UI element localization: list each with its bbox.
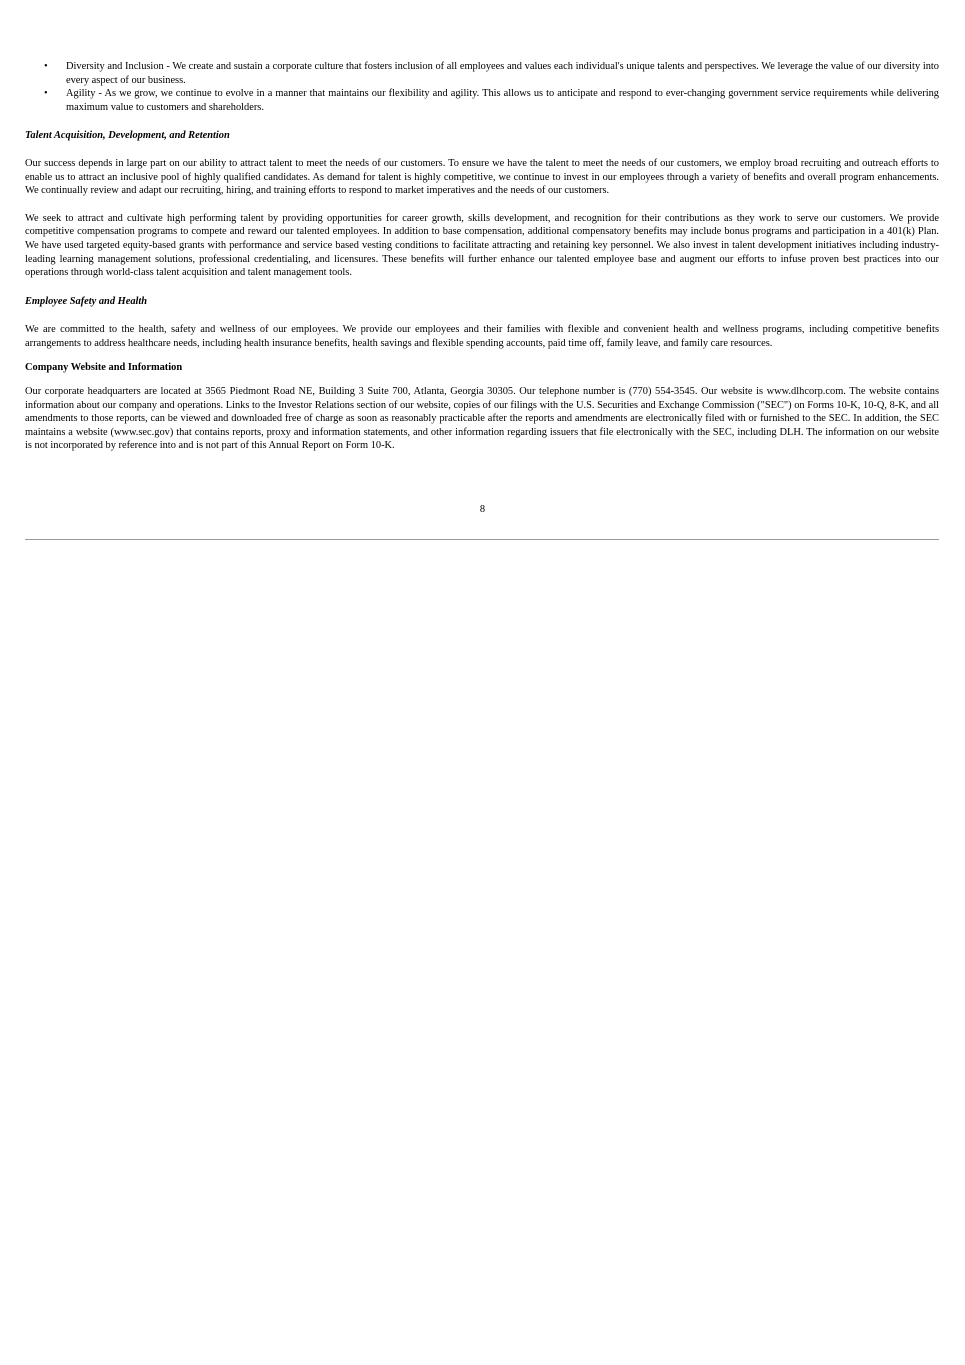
website-paragraph: Our corporate headquarters are located at 3565 Piedmont Road NE, Building 3 Suite 700, Atlanta, Georgia 30305. Our telephone number is (770) 554-3545. Our website is www.dlhcorp.com. The website contains information about our company and operations. Links to the Investor Relations section of our website, copies of our filings with the U.S. Securities and Exchange Commission ("SEC") on Forms 10-K, 10-Q, 8-K, and all amendments to those reports, can be viewed and downloaded free of charge as soon as reasonably practicable after the reports and amendments are electronically filed with or furnished to the SEC. In addition, the SEC maintains a website (www.sec.gov) that contains reports, proxy and information statements, and other information regarding issuers that file electronically with the SEC, including DLH. The information on our website is not incorporated by reference into and is not part of this Annual Report on Form 10-K. (25, 386, 939, 452)
page-divider (25, 539, 939, 540)
values-bullet-list (25, 60, 939, 114)
talent-heading: Talent Acquisition, Development, and Retention (25, 130, 230, 142)
list-item (25, 60, 939, 87)
bullet-text-agility: Agility - As we grow, we continue to evolve in a manner that maintains our flexibility and agility. This allows us to anticipate and respond to ever-changing government service requirements while delivering maximum value to customers and shareholders. (66, 88, 939, 113)
bullet-marker: • (44, 61, 48, 72)
safety-heading: Employee Safety and Health (25, 295, 148, 307)
website-heading: Company Website and Information (25, 361, 183, 373)
bullet-marker: • (44, 88, 48, 100)
safety-paragraph: We are committed to the health, safety and wellness of our employees. We provide our employees and their families with flexible and convenient health and wellness programs, including competitive benefits arrangements to address healthcare needs, including health insurance benefits, health savings and flexible spending accounts, paid time off, family leave, and family care resources. (25, 324, 939, 349)
talent-paragraph-1: Our success depends in large part on our ability to attract talent to meet the needs of our customers. To ensure we have the talent to meet the needs of our customers, we employ broad recruiting and outreach efforts to enable us to attract an inclusive pool of highly qualified candidates. As demand for talent is highly competitive, we continue to invest in our employees through a variety of benefits and overall program enhancements. We continually review and adapt our recruiting, hiring, and training efforts to respond to market imperatives and the needs of our customers. (25, 157, 939, 197)
list-item (25, 87, 939, 114)
talent-paragraph-2: We seek to attract and cultivate high performing talent by providing opportunities for career growth, skills development, and recognition for their contributions as they work to serve our customers. We provide competitive compensation programs to compete and reward our talented employees. In addition to base compensation, additional compensatory benefits may include bonus programs and participation in a 401(k) Plan. We have used targeted equity-based grants with performance and service based vesting conditions to facilitate attracting and retaining key personnel. We also invest in talent development initiatives including industry-leading learning management solutions, professional credentialing, and licensures. These benefits will further enhance our talented employee base and augment our efforts to infuse proven best practices into our operations through world-class talent acquisition and talent management tools. (25, 212, 939, 279)
document-page (25, 60, 939, 453)
page-number: 8 (479, 504, 486, 515)
bullet-text-diversity: Diversity and Inclusion - We create and sustain a corporate culture that fosters inclusion of all employees and values each individual's unique talents and perspectives. We leverage the value of our diversity into every aspect of our business. (66, 61, 939, 86)
